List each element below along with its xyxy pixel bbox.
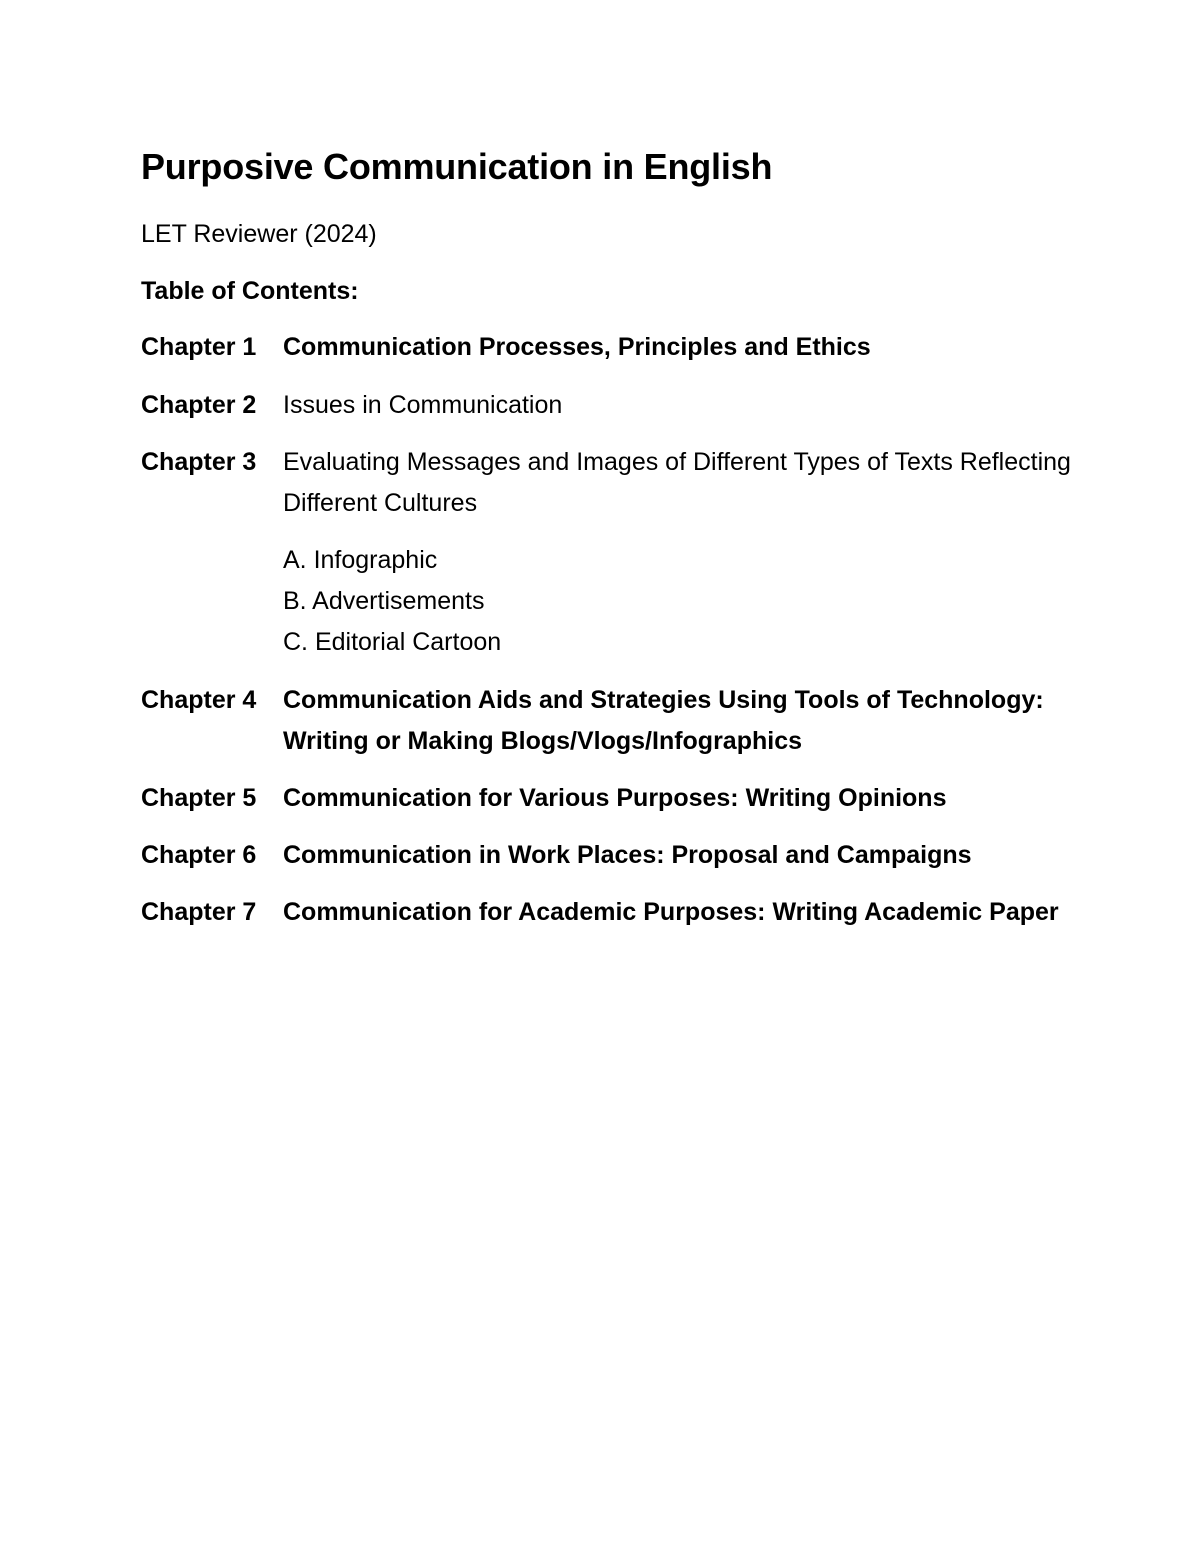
chapter-title: Communication for Various Purposes: Writing Opinions bbox=[283, 784, 947, 812]
document-subtitle: LET Reviewer (2024) bbox=[141, 220, 377, 248]
chapter-3-subitems bbox=[283, 540, 501, 663]
chapter-number: Chapter 4 bbox=[141, 686, 257, 714]
chapter-title: Communication Processes, Principles and Ethics bbox=[283, 333, 871, 361]
chapter-number: Chapter 2 bbox=[141, 391, 257, 419]
chapter-title: Communication in Work Places: Proposal and Campaigns bbox=[283, 841, 972, 869]
toc-entry-chapter-4 bbox=[141, 680, 1081, 762]
list-item: C. Editorial Cartoon bbox=[283, 628, 502, 656]
chapter-number: Chapter 1 bbox=[141, 333, 257, 361]
toc-entry-chapter-7 bbox=[141, 892, 1081, 933]
chapter-number: Chapter 5 bbox=[141, 784, 257, 812]
toc-entry-chapter-3 bbox=[141, 442, 1081, 524]
list-item: B. Advertisements bbox=[283, 587, 485, 615]
chapter-title: Issues in Communication bbox=[283, 391, 563, 419]
chapter-title: Communication for Academic Purposes: Writing Academic Paper bbox=[283, 898, 1059, 926]
toc-heading: Table of Contents: bbox=[141, 277, 359, 305]
toc-entry-chapter-6 bbox=[141, 835, 1081, 876]
chapter-number: Chapter 6 bbox=[141, 841, 257, 869]
chapter-number: Chapter 7 bbox=[141, 898, 257, 926]
document-title: Purposive Communication in English bbox=[141, 146, 773, 187]
chapter-title: Communication Aids and Strategies Using Tools of Technology: Writing or Making Blogs/Vlogs/Infographics bbox=[283, 686, 1044, 755]
toc-entry-chapter-1 bbox=[141, 327, 1081, 368]
toc-entry-chapter-5 bbox=[141, 778, 1081, 819]
chapter-title: Evaluating Messages and Images of Different Types of Texts Reflecting Different Cultures bbox=[283, 448, 1071, 517]
list-item: A. Infographic bbox=[283, 546, 438, 574]
toc-entry-chapter-2 bbox=[141, 385, 1081, 426]
chapter-number: Chapter 3 bbox=[141, 448, 257, 476]
